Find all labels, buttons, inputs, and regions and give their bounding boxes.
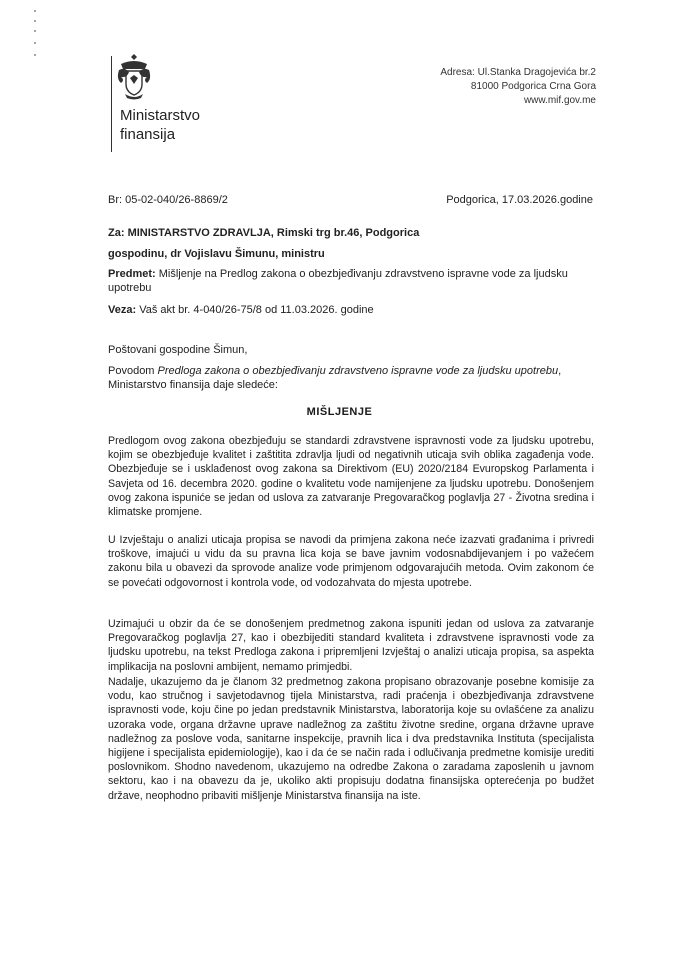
subject-line: [108, 267, 590, 295]
veza-text: Vaš akt br. 4-040/26-75/8 od 11.03.2026. godine: [139, 304, 374, 316]
za-text: MINISTARSTVO ZDRAVLJA, Rimski trg br.46, Podgorica: [127, 227, 420, 239]
ministry-name: [120, 106, 200, 144]
paragraph-2: U Izvještaju o analizi uticaja propisa se navodi da primjena zakona neće izazvati građanima i privredi troškove, imajući u vidu da su pravna lica koja se bave javnim vodosnabdijevanjem i po važećem zakonu bila u obavezi da sprovode analize vode primjenom odgovarajućih metoda. Ovim zakonom će se povećati odgovornost i kontrola vode, od vodozahvata do mjesta upotrebe.: [108, 534, 594, 589]
address-block: [440, 66, 596, 108]
coat-of-arms-icon: [115, 52, 153, 102]
reference-line: [108, 303, 598, 317]
opinion-heading: MIŠLJENJE: [306, 406, 373, 418]
paragraph-4: Nadalje, ukazujemo da je članom 32 predmetnog zakona propisano obrazovanje posebne komisije za vodu, kao stručnog i savjetodavnog tijela Ministarstva, radi praćenja i obezbjeđivanja zdravstvene ispravnosti vode, koju čine po jedan predstavnik Ministarstva, laboratorija koje su ovlašćene za analizu uzoraka vode, organa državne uprave nadležnog za zaštitu životne sredine, organa državne uprave nadležnog za poslove voda, sanitarne inspekcije, pravnih lica i dva predstavnika Instituta (specijalista higijene i specijalista epidemiologije), kao i da će se način rada i odlučivanja predmetne komisije urediti poslovnikom. Shodno navedenom, ukazujemo na odredbe Zakona o zaradama zaposlenih u javnom sektoru, kao i na obavezu da je, ukoliko akti propisuju dodatna finansijska opterećenja po budžet države, neophodno pribaviti mišljenje Ministarstva finansija na iste.: [108, 676, 594, 802]
scan-marks: [34, 8, 38, 68]
ministry-line-1: Ministarstvo: [120, 107, 201, 124]
reference-number: Br: 05-02-040/26-8869/2: [108, 194, 228, 206]
paragraph-1: Predlogom ovog zakona obezbjeđuju se standardi zdravstvene ispravnosti vode za ljudsku upotrebu, kojim se obezbjeđuje kvalitet i zaštitita zdravlja ljudi od negativnih uticaja svih oblika zagađenja vode. Obezbjeđuje se i usklađenost ovog zakona sa Direktivom (EU) 2020/2184 Evuropskog Parlamenta i Savjeta od 16. decembra 2020. godine o kvalitetu vode namijenjene za ljudsku upotrebu. Donošenjem ovog zakona ispuniće se jedan od uslova za zatvaranje Pregovaračkog poglavlja 27 - Životna sredina i klimatske promjene.: [108, 435, 594, 519]
za-label: Za:: [108, 227, 125, 239]
recipient-line: [108, 226, 598, 240]
intro-italic: Predloga zakona o obezbjeđivanju zdravstveno ispravne vode za ljudsku upotrebu: [157, 365, 559, 377]
predmet-label: Predmet:: [108, 268, 156, 280]
website-link[interactable]: www.mif.gov.me: [523, 95, 596, 106]
ministry-line-2: finansija: [120, 126, 176, 143]
intro-pre: Povodom: [108, 365, 155, 377]
predmet-text: Mišljenje na Predlog zakona o obezbjeđivanju zdravstveno ispravne vode za ljudsku upotrebu: [108, 268, 568, 294]
header-divider: [111, 56, 112, 152]
address-line-1: Adresa: Ul.Stanka Dragojevića br.2: [440, 67, 596, 78]
place-date: Podgorica, 17.03.2026.godine: [446, 194, 593, 206]
intro-post: , Ministarstvo finansija daje sledeće:: [108, 365, 562, 391]
address-line-2: 81000 Podgorica Crna Gora: [470, 81, 596, 92]
intro-paragraph: [108, 364, 592, 392]
paragraph-3: Uzimajući u obzir da će se donošenjem predmetnog zakona ispuniti jedan od uslova za zatvaranje Pregovaračkog poglavlja 27, kao i obezbijediti standard kvaliteta i zdravstvene ispravnosti vode za ljudsku upotrebu, na tekst Predloga zakona i pripremljeni Izvještaj o analizi uticaja propisa, sa aspekta implikacija na poslovni ambijent, nemamo primjedbi.: [108, 618, 594, 673]
addressee-line: gospodinu, dr Vojislavu Šimunu, ministru: [108, 248, 325, 260]
greeting: Poštovani gospodine Šimun,: [108, 344, 248, 356]
veza-label: Veza:: [108, 304, 137, 316]
